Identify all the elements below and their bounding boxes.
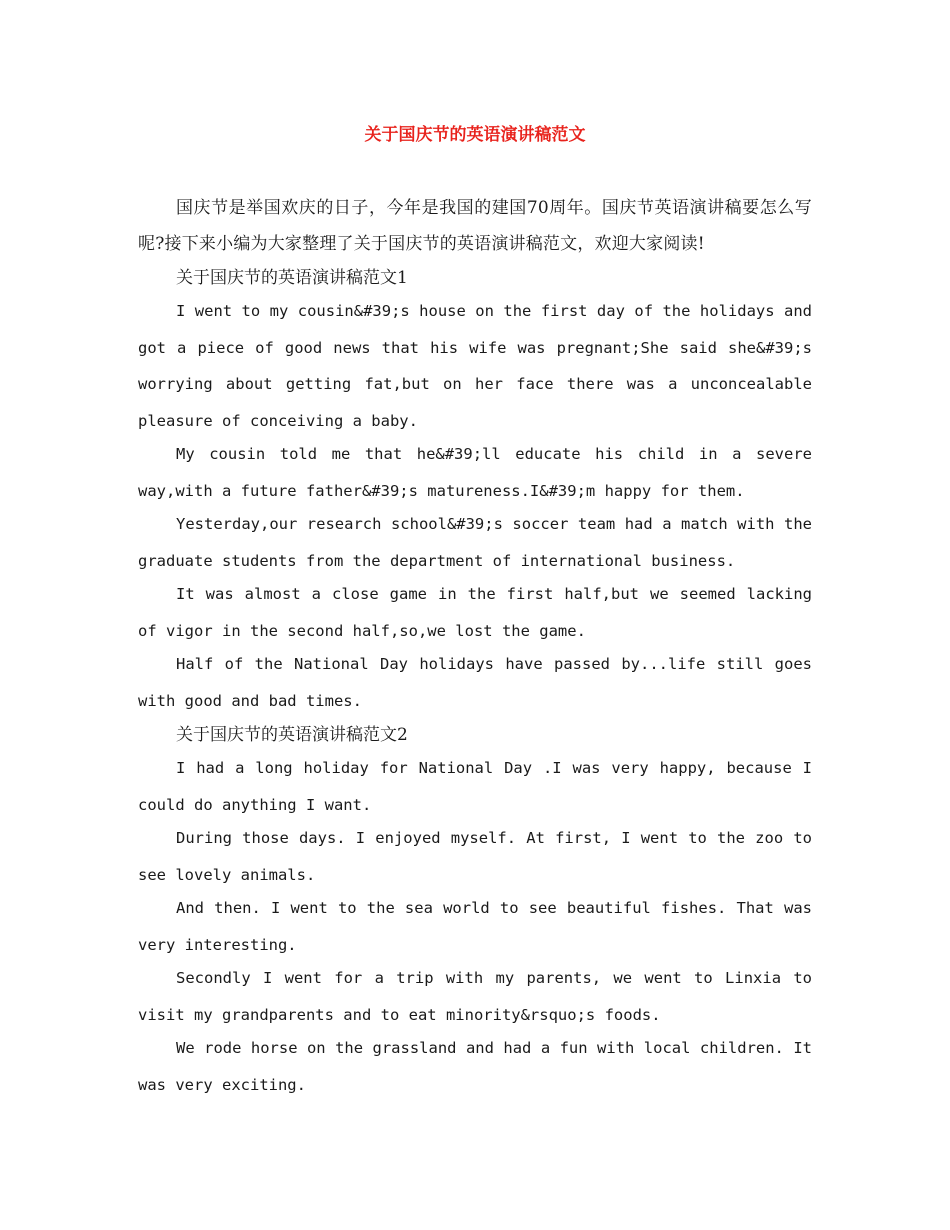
body-paragraph: It was almost a close game in the first half,but we seemed lacking of vigor in the second half,so,we lost the game. bbox=[138, 585, 812, 640]
intro-paragraph: 国庆节是举国欢庆的日子，今年是我国的建国70周年。国庆节英语演讲稿要怎么写呢?接下来小编为大家整理了关于国庆节的英语演讲稿范文，欢迎大家阅读! bbox=[138, 198, 812, 254]
document-title: 关于国庆节的英语演讲稿范文 bbox=[364, 125, 586, 145]
body-paragraph: Yesterday,our research school&#39;s soccer team had a match with the graduate students from the department of international business. bbox=[138, 515, 812, 570]
body-paragraph: During those days. I enjoyed myself. At first, I went to the zoo to see lovely animals. bbox=[138, 829, 812, 884]
body-paragraph: I had a long holiday for National Day .I was very happy, because I could do anything I want. bbox=[138, 759, 812, 814]
document-body bbox=[138, 190, 812, 1103]
body-paragraph: I went to my cousin&#39;s house on the first day of the holidays and got a piece of good news that his wife was pregnant;She said she&#39;s worrying about getting fat,but on her face there was a unconcealable pleasure of conceiving a baby. bbox=[138, 302, 812, 430]
body-paragraph: Half of the National Day holidays have passed by...life still goes with good and bad times. bbox=[138, 655, 812, 710]
section-heading-1: 关于国庆节的英语演讲稿范文1 bbox=[176, 268, 408, 288]
section-heading-2: 关于国庆节的英语演讲稿范文2 bbox=[176, 725, 408, 745]
body-paragraph: We rode horse on the grassland and had a fun with local children. It was very exciting. bbox=[138, 1039, 812, 1094]
body-paragraph: And then. I went to the sea world to see beautiful fishes. That was very interesting. bbox=[138, 899, 812, 954]
body-paragraph: My cousin told me that he&#39;ll educate his child in a severe way,with a future father&#39;s matureness.I&#39;m happy for them. bbox=[138, 445, 812, 500]
body-paragraph: Secondly I went for a trip with my parents, we went to Linxia to visit my grandparents and to eat minority&rsquo;s foods. bbox=[138, 969, 812, 1024]
